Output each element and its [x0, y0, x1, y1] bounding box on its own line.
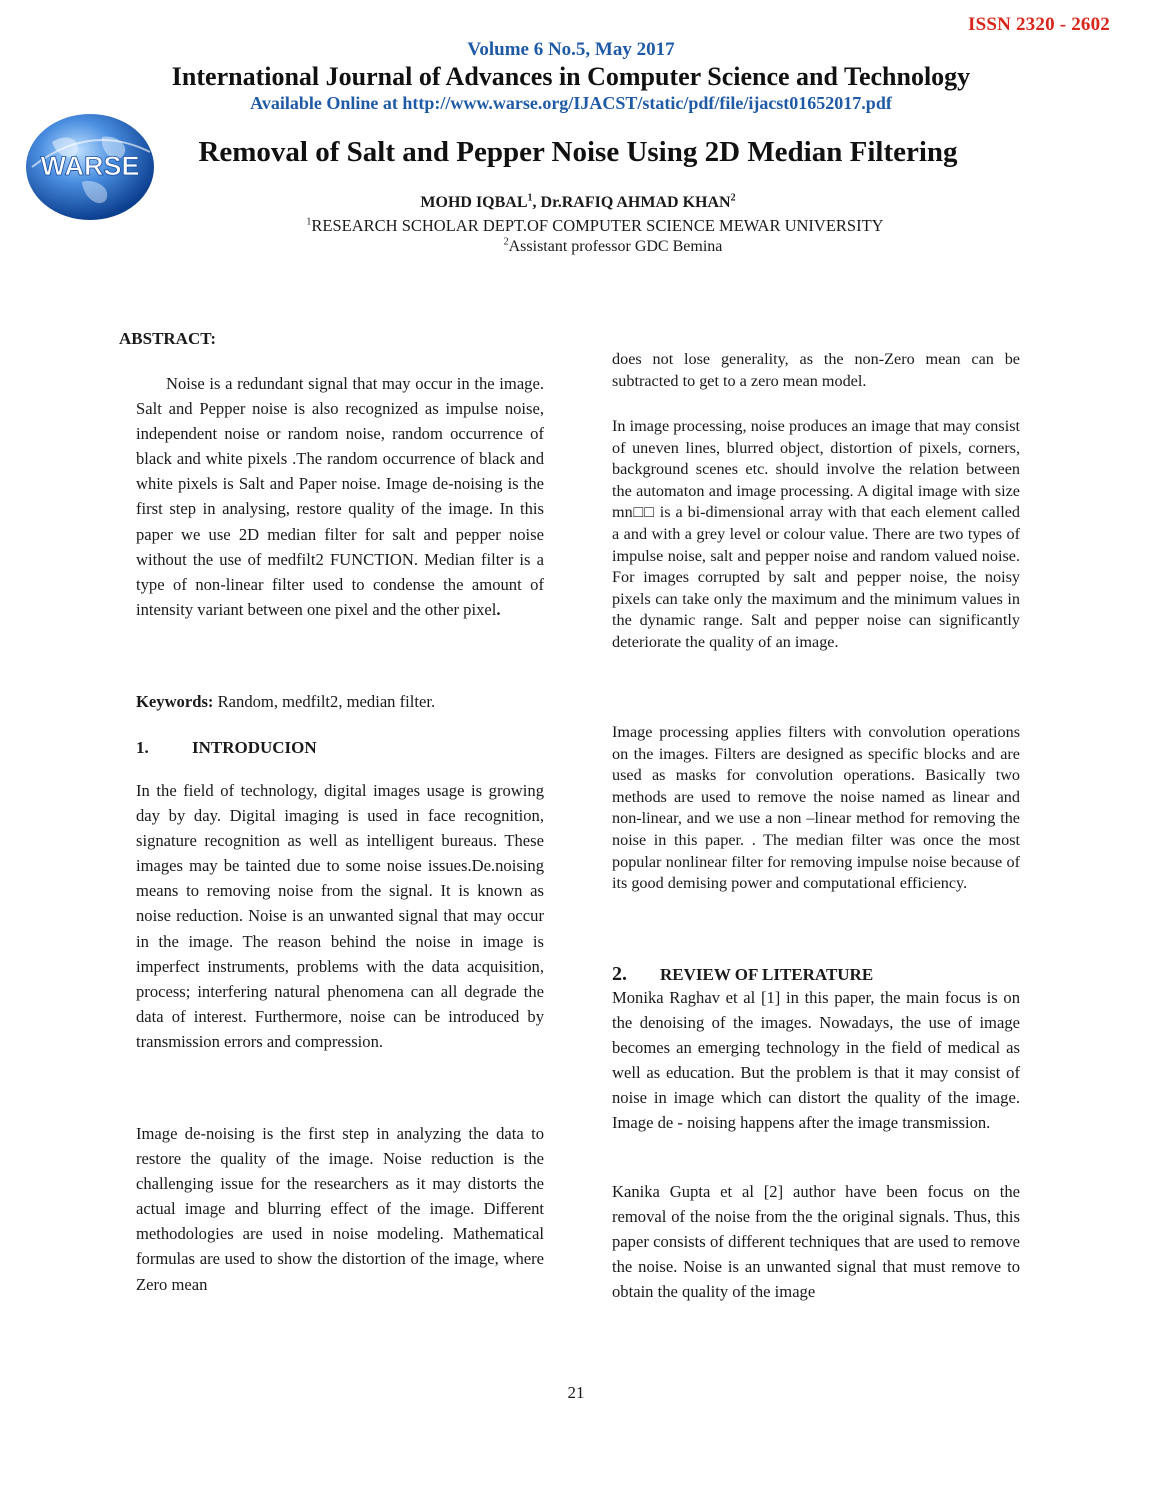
keywords	[136, 689, 544, 714]
issn-label: ISSN 2320 - 2602	[967, 14, 1110, 35]
right-paragraph-2	[612, 416, 1020, 654]
right-p1-text: does not lose generality, as the non-Zero mean can be subtracted to get to a zero mean model.	[612, 350, 1020, 390]
review-p2-text: Kanika Gupta et al [2] author have been focus on the removal of the noise from the the original signals. Thus, this paper consists of different techniques that are used to remove the noise. Noise is an unwanted signal that must remove to obtain the quality of the image	[612, 1182, 1020, 1302]
right-paragraph-1	[612, 349, 1020, 392]
logo-text: WARSE	[40, 151, 140, 181]
right-p2-text: In image processing, noise produces an image that may consist of uneven lines, blurred object, distortion of pixels, corners, background scenes etc. should involve the relation between the automaton and image processing. A digital image with size mn□□ is a bi-dimensional array with that each element called a and with a grey level or colour value. There are two types of impulse noise, salt and pepper noise and random valued noise. For images corrupted by salt and pepper noise, the noisy pixels can take only the maximum and the minimum values in the dynamic range. Salt and pepper noise can significantly deteriorate the quality of an image.	[612, 417, 1020, 651]
review-paragraph-2	[612, 1179, 1020, 1304]
journal-name: International Journal of Advances in Computer Science and Technology	[171, 62, 971, 91]
abstract-text-main: Noise is a redundant signal that may occur in the image. Salt and Pepper noise is also recognized as impulse noise, independent noise or random noise, random occurrence of black and white pixels .The random occurrence of black and white pixels is Salt and Paper noise. Image de-noising is the first step in analysing, restore quality of the image. In this paper we use 2D median filter for salt and pepper noise without the use of medfilt2 FUNCTION. Median filter is a type of non-linear filter used to condense the amount of intensity variant between one pixel and the other pixel	[136, 374, 544, 619]
volume-line: Volume 6 No.5, May 2017	[467, 39, 675, 60]
section-2-title: REVIEW OF LITERATURE	[660, 965, 874, 984]
review-p1-text: Monika Raghav et al [1] in this paper, the main focus is on the denoising of the images. Nowadays, the use of image becomes an emerging technology in the field of medical as well as education. But the problem is that it may consist of noise in image which can distort the quality of the image. Image de - noising happens after the image transmission.	[612, 988, 1020, 1133]
page-number: 21	[567, 1383, 585, 1402]
abstract-heading: ABSTRACT:	[119, 329, 216, 348]
intro-paragraph-2	[136, 1121, 544, 1297]
section-2-heading	[612, 962, 1020, 987]
right-paragraph-3	[612, 722, 1020, 895]
abstract-text	[136, 371, 544, 622]
section-2-number: 2.	[612, 963, 627, 985]
affiliation-2	[0, 238, 1156, 256]
authors-line	[0, 194, 1156, 212]
intro-p2-text: Image de-noising is the first step in analyzing the data to restore the quality of the image. Noise reduction is the challenging issue for the researchers as it may distorts the actual image and blurring effect of the image. Different methodologies are used in noise modeling. Mathematical formulas are used to show the distortion of the image, where Zero mean	[136, 1124, 544, 1294]
aff-2-sup: 2	[503, 236, 509, 248]
section-1-number: 1.	[136, 738, 149, 757]
right-p3-text: Image processing applies filters with convolution operations on the images. Filters are designed as specific blocks and are used as masks for convolution operations. Basically two methods are used to remove the noise named as linear and non-linear, and we use a non –linear method for removing the noise in this paper. . The median filter was once the most popular nonlinear filter for removing impulse noise because of its good demising power and computational efficiency.	[612, 723, 1020, 893]
aff-1-sup: 1	[306, 216, 312, 228]
keywords-label: Keywords:	[136, 692, 214, 711]
aff-1-text: RESEARCH SCHOLAR DEPT.OF COMPUTER SCIENCE MEWAR UNIVERSITY	[311, 216, 884, 235]
paper-title: Removal of Salt and Pepper Noise Using 2D Median Filtering	[198, 136, 958, 168]
author-2: , Dr.RAFIQ AHMAD KHAN	[532, 194, 731, 211]
aff-2-text: Assistant professor GDC Bemina	[508, 238, 723, 255]
keywords-list: Random, medfilt2, median filter.	[213, 692, 436, 711]
author-1: MOHD IQBAL	[420, 194, 528, 211]
affiliation-1	[0, 216, 1156, 236]
author-2-sup: 2	[730, 192, 736, 204]
intro-paragraph-1	[136, 778, 544, 1054]
author-1-sup: 1	[527, 192, 533, 204]
section-1-heading	[136, 735, 544, 760]
abstract-body	[136, 371, 544, 622]
intro-p1-text: In the field of technology, digital images usage is growing day by day. Digital imaging is used in face recognition, signature recognition as well as intelligent bureaus. These images may be tainted due to some noise issues.De.noising means to removing noise from the signal. It is known as noise reduction. Noise is an unwanted signal that may occur in the image. The reason behind the noise in image is imperfect instruments, problems with the data acquisition, process; interfering natural phenomena can all degrade the data of interest. Furthermore, noise can be introduced by transmission errors and compression.	[136, 781, 544, 1051]
abstract-text-end: .	[496, 599, 501, 619]
section-1-title: INTRODUCION	[192, 738, 317, 757]
review-paragraph-1	[612, 985, 1020, 1136]
online-url[interactable]: Available Online at http://www.warse.org/IJACST/static/pdf/file/ijacst01652017.pdf	[250, 93, 892, 113]
